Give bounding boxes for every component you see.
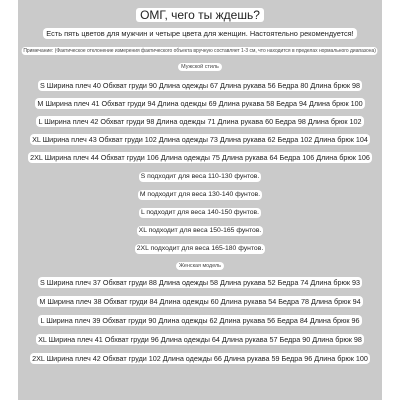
men-section-label: Мужской стиль	[178, 63, 222, 71]
measurement-note: Примечание: (Фактическое отклонение измерения фактического объекта вручную составляет 1-3 см, что находится в пределах нормального диапазона)	[23, 48, 377, 54]
men-size-row: L Ширина плеч 42 Обхват груди 98 Длина одежды 71 Длина рукава 60 Бедра 98 Длина брюк 102	[38, 117, 362, 126]
men-size-row: XL Ширина плеч 43 Обхват груди 102 Длина одежды 73 Длина рукава 62 Бедра 102 Длина брюк 104	[32, 135, 368, 144]
weight-guide-list	[135, 163, 265, 254]
size-chart-panel	[18, 0, 382, 400]
men-size-list	[28, 71, 372, 163]
weight-guide-row: M подходит для веса 130-140 фунтов.	[139, 191, 261, 198]
men-size-row: M Ширина плеч 41 Обхват груди 94 Длина одежды 69 Длина рукава 58 Бедра 94 Длина брюк 100	[37, 99, 363, 108]
women-size-row: S Ширина плеч 37 Обхват груди 88 Длина одежды 58 Длина рукава 52 Бедра 74 Длина брюк 93	[39, 278, 361, 287]
women-size-list	[30, 270, 370, 364]
weight-guide-row: S подходит для веса 110-130 фунтов.	[140, 173, 260, 180]
page-title: ОМГ, чего ты ждешь?	[136, 8, 264, 22]
intro-text: Есть пять цветов для мужчин и четыре цвета для женщин. Настоятельно рекомендуется!	[43, 28, 356, 39]
women-size-row: XL Ширина плеч 41 Обхват груди 96 Длина одежды 64 Длина рукава 57 Бедра 90 Длина брюк 98	[38, 335, 362, 344]
women-section-label: Женская модель	[176, 262, 224, 270]
women-size-row: M Ширина плеч 38 Обхват груди 84 Длина одежды 60 Длина рукава 54 Бедра 78 Длина брюк 94	[39, 297, 361, 306]
weight-guide-row: XL подходит для веса 150-165 фунтов.	[138, 227, 262, 234]
weight-guide-row: L подходит для веса 140-150 фунтов.	[140, 209, 260, 216]
men-size-row: S Ширина плеч 40 Обхват груди 90 Длина одежды 67 Длина рукава 56 Бедра 80 Длина брюк 98	[39, 81, 361, 90]
weight-guide-row: 2XL подходит для веса 165-180 фунтов.	[136, 245, 264, 252]
women-size-row: 2XL Ширина плеч 42 Обхват груди 102 Длина одежды 66 Длина рукава 59 Бедра 96 Длина брюк 100	[32, 354, 368, 363]
men-size-row: 2XL Ширина плеч 44 Обхват груди 106 Длина одежды 75 Длина рукава 64 Бедра 106 Длина брюк 106	[30, 153, 370, 162]
women-size-row: L Ширина плеч 39 Обхват груди 90 Длина одежды 62 Длина рукава 56 Бедра 84 Длина брюк 96	[40, 316, 360, 325]
